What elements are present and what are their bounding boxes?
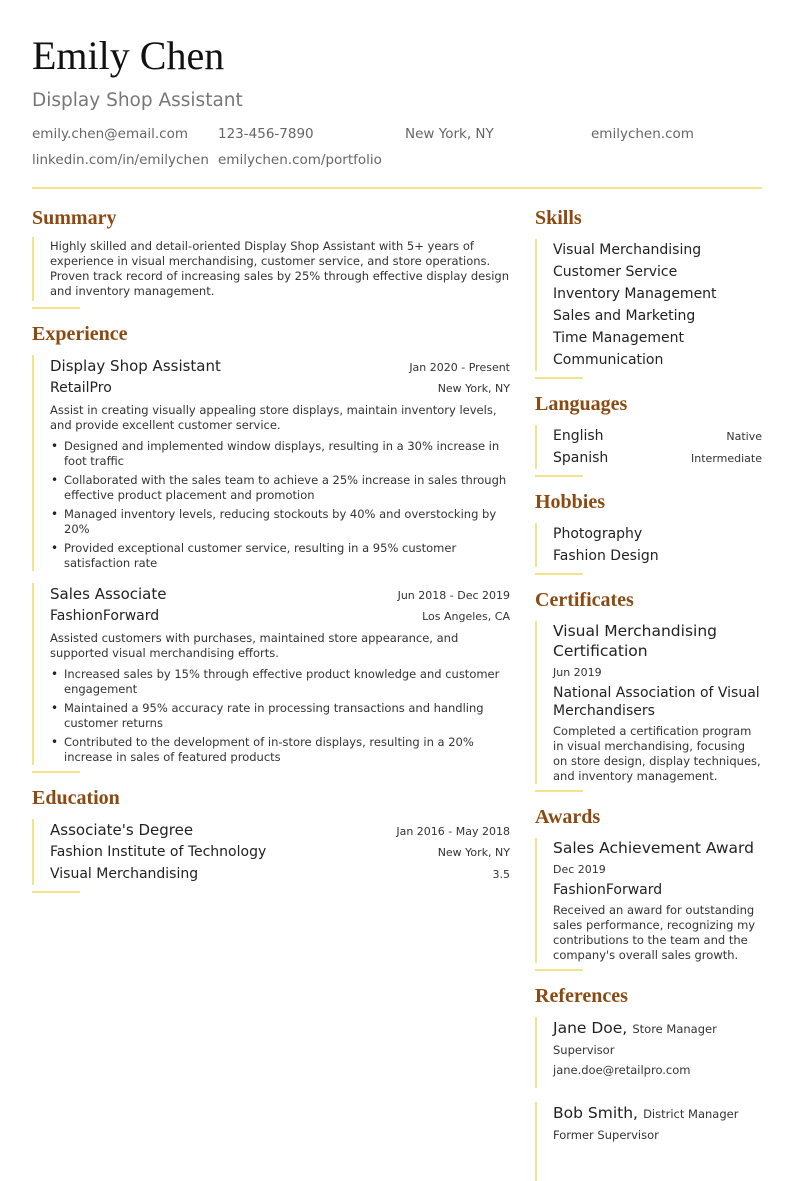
achievement-item: • Provided exceptional customer service, resulting in a 95% customer satisfaction rate [50, 541, 510, 571]
reference-relation: Former Supervisor [553, 1128, 659, 1142]
reference-position: Store Manager [632, 1022, 717, 1036]
skill-item: Inventory Management [553, 286, 717, 302]
contact-linkedin[interactable]: linkedin.com/in/emilychen [32, 152, 209, 168]
education-dates: Jan 2016 - May 2018 [396, 825, 510, 838]
experience-section [32, 321, 510, 773]
job-description: Assist in creating visually appealing store displays, maintain inventory levels, and provide excellent customer service. [50, 403, 497, 432]
section-title-hobbies: Hobbies [535, 491, 606, 513]
summary-text: Highly skilled and detail-oriented Display Shop Assistant with 5+ years of experience in visual merchandising, customer service, and store operations. Proven track record of increasing sales by 25% through effective display design and inventory management. [50, 239, 510, 298]
hobbies-section [535, 489, 762, 575]
section-title-awards: Awards [535, 806, 601, 828]
section-title-references: References [535, 985, 628, 1007]
contact-info [32, 126, 762, 178]
education-entry [32, 819, 510, 885]
section-title-experience: Experience [32, 323, 128, 345]
language-item [553, 447, 762, 469]
awards-section [535, 804, 762, 971]
education-section [32, 785, 510, 893]
job-location: New York, NY [437, 382, 510, 395]
section-divider [535, 790, 583, 792]
school-name: Fashion Institute of Technology [50, 844, 267, 860]
job-achievements [50, 439, 510, 571]
reference-name: Jane Doe, [553, 1019, 628, 1037]
job-dates: Jun 2018 - Dec 2019 [397, 589, 510, 602]
side-column [535, 205, 762, 1181]
job-company: RetailPro [50, 380, 112, 396]
achievement-item: • Increased sales by 15% through effective product knowledge and customer engagement [50, 667, 510, 697]
certificate-title: Visual Merchandising Certification [553, 622, 717, 660]
degree: Associate's Degree [50, 821, 194, 839]
job-company: FashionForward [50, 608, 160, 624]
language-level: Native [726, 430, 762, 443]
hobbies-list [535, 523, 762, 567]
section-divider [535, 475, 583, 477]
main-column [32, 205, 510, 905]
languages-section [535, 391, 762, 477]
section-title-certificates: Certificates [535, 589, 634, 611]
languages-list [535, 425, 762, 469]
award-description: Received an award for outstanding sales performance, recognizing my contributions to the team and the company's overall sales growth. [553, 903, 756, 962]
reference-email[interactable]: jane.doe@retailpro.com [553, 1063, 691, 1077]
certificate-issuer: National Association of Visual Merchandisers [553, 685, 760, 719]
summary-block [32, 237, 510, 301]
hobby-item: Fashion Design [553, 548, 659, 564]
job-achievements [50, 667, 510, 765]
gpa: 3.5 [492, 868, 510, 881]
reference-position: District Manager [643, 1107, 739, 1121]
skill-item: Customer Service [553, 264, 678, 280]
job-dates: Jan 2020 - Present [409, 361, 510, 374]
reference-name: Bob Smith, [553, 1104, 638, 1122]
certificate-description: Completed a certification program in visual merchandising, focusing on store design, display techniques, and inventory management. [553, 724, 761, 783]
contact-email[interactable]: emily.chen@email.com [32, 126, 189, 142]
job-description: Assisted customers with purchases, maintained store appearance, and supported visual merchandising efforts. [50, 631, 459, 660]
experience-entry [32, 355, 510, 571]
references-section [535, 983, 762, 1181]
award-entry [535, 838, 762, 963]
award-issuer: FashionForward [553, 882, 663, 898]
section-divider [535, 573, 583, 575]
certificate-entry [535, 621, 762, 784]
section-title-summary: Summary [32, 207, 117, 229]
award-title: Sales Achievement Award [553, 839, 754, 857]
skill-item: Communication [553, 352, 664, 368]
reference-entry [535, 1017, 762, 1088]
job-role: Sales Associate [50, 585, 167, 603]
achievement-item: • Maintained a 95% accuracy rate in processing transactions and handling customer returns [50, 701, 510, 731]
skill-item: Time Management [553, 330, 684, 346]
skill-item: Sales and Marketing [553, 308, 696, 324]
certificate-date: Jun 2019 [553, 666, 602, 679]
section-divider [32, 771, 80, 773]
contact-location: New York, NY [405, 126, 494, 142]
job-role: Display Shop Assistant [50, 357, 221, 375]
skills-list [535, 239, 762, 371]
skill-item: Visual Merchandising [553, 242, 702, 258]
summary-section [32, 205, 510, 309]
contact-portfolio[interactable]: emilychen.com/portfolio [218, 152, 382, 168]
experience-entry [32, 583, 510, 765]
section-divider [535, 377, 583, 379]
achievement-item: • Contributed to the development of in-store displays, resulting in a 20% increase in sales of featured products [50, 735, 510, 765]
section-divider [32, 891, 80, 893]
school-location: New York, NY [437, 846, 510, 859]
award-date: Dec 2019 [553, 863, 606, 876]
reference-entry [535, 1102, 762, 1181]
candidate-title: Display Shop Assistant [32, 90, 243, 111]
language-item [553, 425, 762, 447]
language-level: Intermediate [691, 452, 762, 465]
job-location: Los Angeles, CA [422, 610, 510, 623]
resume-header [32, 32, 762, 178]
certificates-section [535, 587, 762, 792]
achievement-item: • Collaborated with the sales team to achieve a 25% increase in sales through effective product placement and promotion [50, 473, 510, 503]
reference-relation: Supervisor [553, 1043, 615, 1057]
section-title-skills: Skills [535, 207, 582, 229]
achievement-item: • Designed and implemented window displays, resulting in a 30% increase in foot traffic [50, 439, 510, 469]
section-title-education: Education [32, 787, 120, 809]
header-divider [32, 187, 762, 189]
contact-phone[interactable]: 123-456-7890 [218, 126, 314, 142]
language-name: English [553, 428, 604, 444]
achievement-item: • Managed inventory levels, reducing stockouts by 40% and overstocking by 20% [50, 507, 510, 537]
contact-website[interactable]: emilychen.com [591, 126, 694, 142]
skills-section [535, 205, 762, 379]
section-title-languages: Languages [535, 393, 628, 415]
section-divider [32, 307, 80, 309]
section-divider [535, 969, 583, 971]
candidate-name: Emily Chen [32, 33, 225, 78]
language-name: Spanish [553, 450, 609, 466]
hobby-item: Photography [553, 526, 643, 542]
field-of-study: Visual Merchandising [50, 866, 199, 882]
